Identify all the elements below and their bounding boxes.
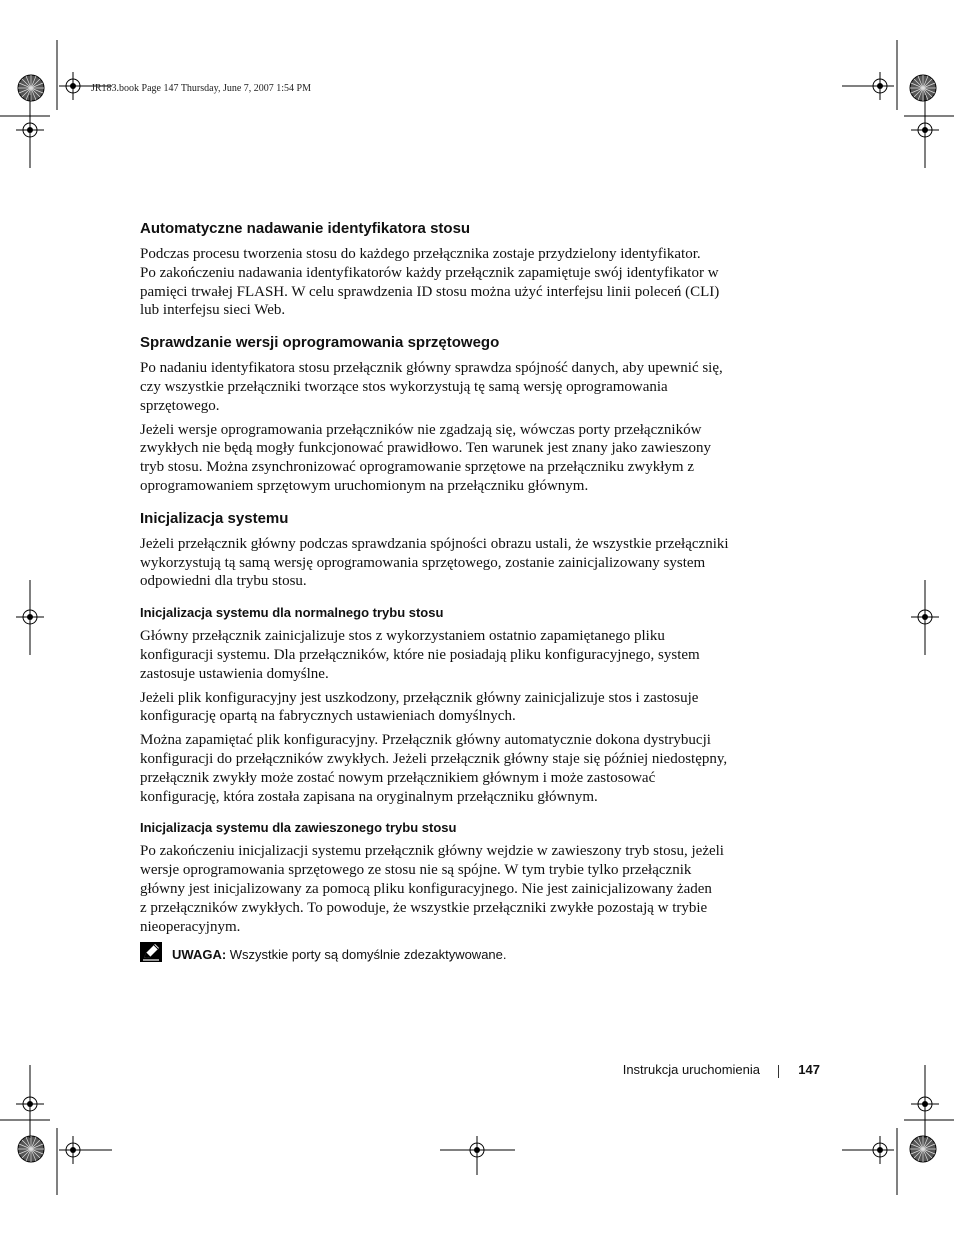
note-body: Wszystkie porty są domyślnie zdezaktywowane. (226, 947, 507, 963)
paragraph: Jeżeli wersje oprogramowania przełączników nie zgadzają się, wówczas porty przełączników zwykłych nie będą mogły funkcjonować prawidłowo. Ten warunek jest znany jako zawieszony tryb stosu. Można zsynchronizować oprogramowanie sprzętowe na przełączniku zwykłym z oprogramowaniem sprzętowym uruchomionym na przełączniku głównym. (140, 421, 711, 494)
subsection-suspended-mode (140, 820, 755, 936)
subsection-heading: Inicjalizacja systemu dla zawieszonego trybu stosu (140, 820, 457, 836)
paragraph: Po nadaniu identyfikatora stosu przełącznik główny sprawdza spójność danych, aby upewnić się, czy wszystkie przełączniki tworzące stos wykorzystują tę samą wersję oprogramowania sprzętowego. (140, 360, 723, 414)
footer-separator (778, 1065, 779, 1078)
page-content (140, 220, 755, 967)
starburst-mark (910, 75, 936, 101)
section-system-init (140, 510, 755, 591)
page-number: 147 (798, 1062, 820, 1077)
paragraph: Można zapamiętać plik konfiguracyjny. Przełącznik główny automatycznie dokona dystrybucji konfiguracji do przełączników zwykłych. Jeżeli przełącznik główny staje się później niedostępny, przełącznik zwykły może zostać nowym przełącznikiem głównym i może zastosować konfigurację, która została zapisana na oryginalnym przełączniku głównym. (140, 732, 728, 805)
section-stack-id (140, 220, 755, 320)
section-heading: Automatyczne nadawanie identyfikatora stosu (140, 220, 471, 237)
pencil-note-icon (140, 942, 162, 967)
page-footer (600, 1062, 822, 1080)
subsection-normal-mode (140, 605, 755, 806)
footer-title: Instrukcja uruchomienia (622, 1062, 760, 1077)
paragraph: Jeżeli przełącznik główny podczas sprawdzania spójności obrazu ustali, że wszystkie przełączniki wykorzystują tą samą wersję oprogramowania sprzętowego, zostanie zainicjalizowany system odpowiedni dla trybu stosu. (140, 535, 729, 590)
section-heading: Inicjalizacja systemu (140, 509, 289, 527)
section-heading: Sprawdzanie wersji oprogramowania sprzętowego (140, 334, 500, 352)
paragraph: Jeżeli plik konfiguracyjny jest uszkodzony, przełącznik główny zainicjalizuje stos i zastosuje konfigurację opartą na fabrycznych ustawieniach domyślnych. (140, 689, 699, 725)
subsection-heading: Inicjalizacja systemu dla normalnego trybu stosu (140, 605, 444, 621)
paragraph: Podczas procesu tworzenia stosu do każdego przełącznika zostaje przydzielony identyfikator. Po zakończeniu nadawania identyfikatorów każdy przełącznik zapamiętuje swój identyfikator w pamięci trwałej FLASH. W celu sprawdzenia ID stosu można użyć interfejsu linii poleceń (CLI) lub interfejsu sieci Web. (140, 246, 720, 319)
starburst-mark (18, 75, 44, 101)
starburst-mark (18, 1136, 44, 1162)
note-box (140, 942, 755, 967)
paragraph: Główny przełącznik zainicjalizuje stos z wykorzystaniem ostatnio zapamiętanego pliku konfiguracji systemu. Dla przełączników, które nie posiadają pliku konfiguracyjnego, system zastosuje ustawienia domyślne. (140, 628, 700, 682)
section-firmware-check (140, 334, 755, 496)
note-text (172, 947, 507, 962)
starburst-mark (910, 1136, 936, 1162)
paragraph: Po zakończeniu inicjalizacji systemu przełącznik główny wejdzie w zawieszony tryb stosu, jeżeli wersje oprogramowania sprzętowego ze stosu nie są spójne. W tym trybie tylko przełącznik główny jest inicjalizowany za pomocą pliku konfiguracyjnego. Nie jest zainicjalizowany żaden z przełączników zwykłych. To powoduje, że wszystkie przełączniki zwykłe pozostają w trybie nieoperacyjnym. (140, 843, 724, 935)
print-header-note: JR183.book Page 147 Thursday, June 7, 2007 1:54 PM (91, 83, 311, 94)
note-label: UWAGA: (172, 947, 227, 963)
